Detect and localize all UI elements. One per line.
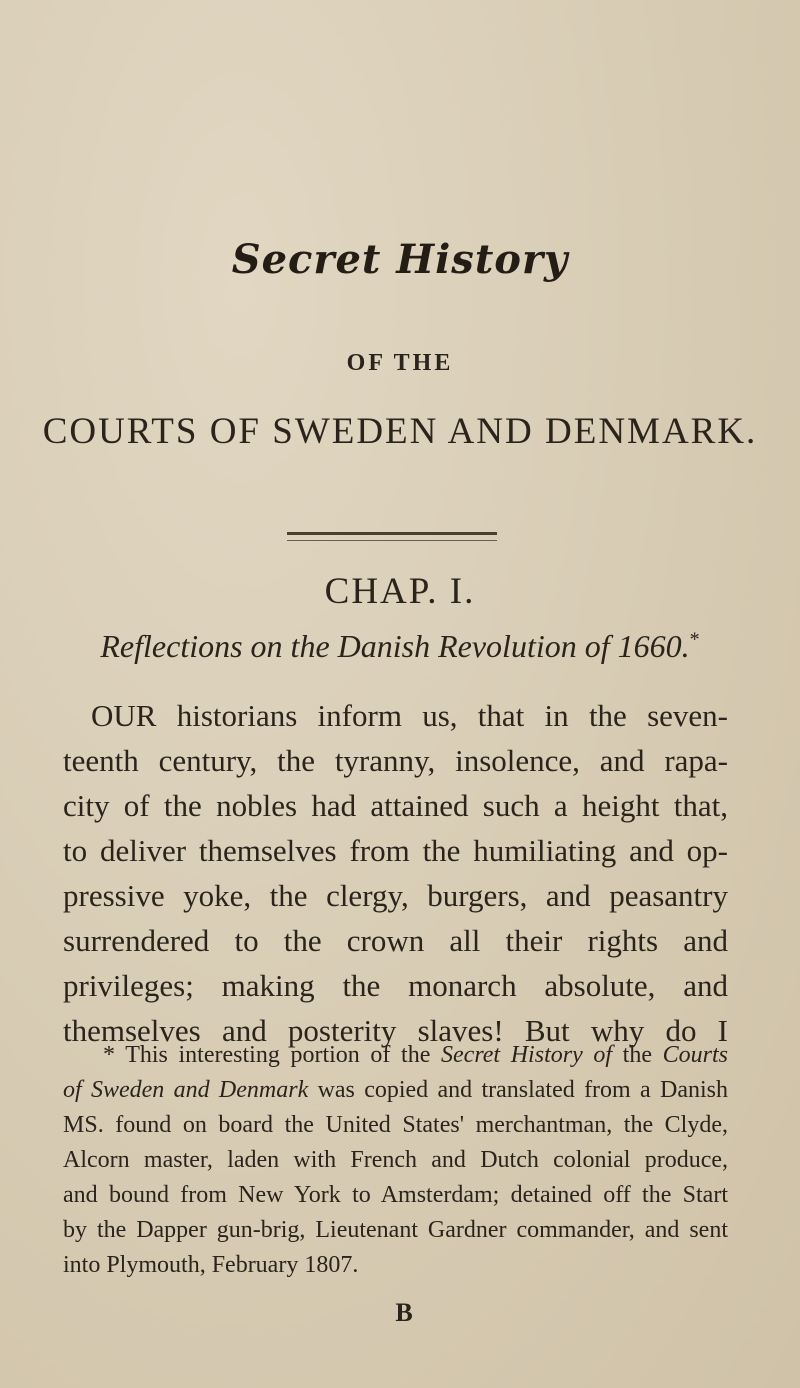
title-connector: OF THE	[346, 350, 454, 376]
footnote-line: into Plymouth, February 1807.	[63, 1252, 359, 1278]
footnote-marker: *	[689, 628, 700, 651]
chapter-subtitle	[0, 628, 800, 665]
footnote-text: the	[612, 1042, 663, 1068]
page-title: Secret History	[231, 236, 569, 283]
footnote-italic: Courts	[662, 1042, 729, 1068]
body-line: pressive yoke, the clergy, burgers, and peasantry	[63, 878, 728, 913]
footnote-italic: of Sweden and Denmark	[63, 1077, 309, 1103]
footnote-line: Alcorn master, laden with French and Dutch colonial produce,	[63, 1147, 728, 1173]
body-paragraph	[63, 693, 728, 1053]
footnote-line	[63, 1038, 728, 1073]
footnote-line: by the Dapper gun-brig, Lieutenant Gardner commander, and sent	[63, 1217, 728, 1243]
body-line: to deliver themselves from the humiliating and op-	[63, 833, 728, 868]
body-line: OUR historians inform us, that in the seven-	[91, 698, 728, 733]
footnote-text: was copied and translated from a Danish	[308, 1077, 728, 1103]
footnote-italic: Secret History of	[441, 1042, 613, 1068]
signature-mark: B	[395, 1298, 413, 1327]
footnote-line	[63, 1073, 728, 1108]
footnote-line: MS. found on board the United States' merchantman, the Clyde,	[63, 1112, 728, 1138]
body-line: teenth century, the tyranny, insolence, and rapa-	[63, 743, 728, 778]
chapter-heading: CHAP. I.	[324, 571, 476, 612]
body-line: surrendered to the crown all their rights and	[63, 923, 728, 958]
body-line: privileges; making the monarch absolute, and	[63, 968, 728, 1003]
body-line: city of the nobles had attained such a height that,	[63, 788, 728, 823]
body-line: themselves and posterity slaves! But why do I	[63, 1013, 728, 1048]
footnote	[63, 1038, 728, 1283]
title-main: COURTS OF SWEDEN AND DENMARK.	[42, 411, 758, 452]
footnote-text: * This interesting portion of the	[103, 1042, 442, 1068]
chapter-subtitle-text: Reflections on the Danish Revolution of 1660.	[100, 628, 690, 664]
footnote-line: and bound from New York to Amsterdam; detained off the Start	[63, 1182, 728, 1208]
ornamental-rule	[287, 532, 497, 541]
